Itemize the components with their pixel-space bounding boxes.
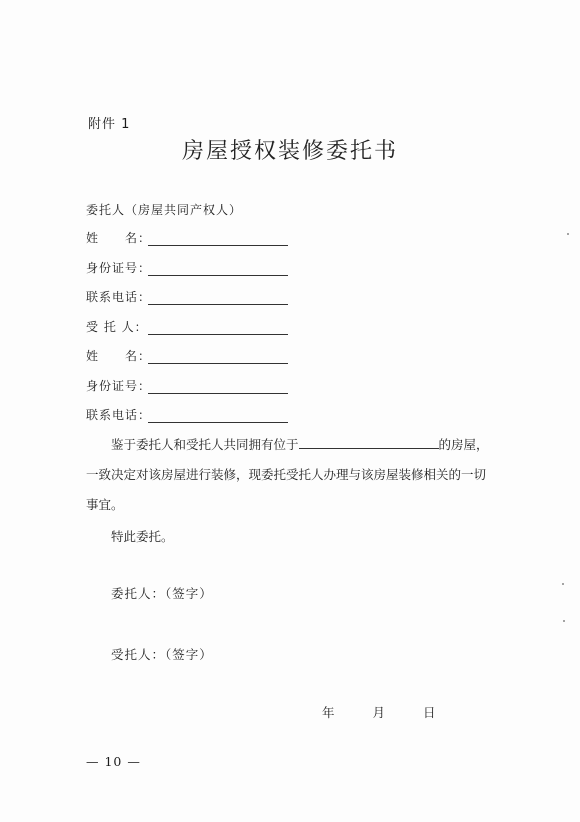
date-line <box>322 703 435 721</box>
scan-speck <box>567 233 569 235</box>
date-year: 年 <box>322 705 335 720</box>
agent-name-line <box>148 349 288 364</box>
principal-id-label: 身份证号： <box>86 261 152 275</box>
principal-name-row <box>86 226 288 246</box>
agent-name-row <box>86 344 288 364</box>
agent-name-label: 姓 名： <box>86 349 152 363</box>
special-note: 特此委托。 <box>111 529 174 544</box>
attachment-label: 附件 1 <box>88 117 131 132</box>
page-number: — 10 — <box>86 754 141 769</box>
agent-id-line <box>148 379 288 394</box>
agent-id-row <box>86 374 288 394</box>
principal-phone-label: 联系电话： <box>86 290 152 304</box>
principal-id-row <box>86 256 288 276</box>
principal-signature: 委托人：（签字） <box>111 586 213 601</box>
principal-phone-row <box>86 285 288 305</box>
principal-id-line <box>148 261 288 276</box>
agent-line <box>148 320 288 335</box>
agent-row <box>86 315 288 335</box>
agent-phone-row <box>86 403 288 423</box>
body-text-part2: 的房屋， <box>438 437 489 452</box>
body-text-line3: 事宜。 <box>86 497 124 512</box>
principal-name-line <box>148 231 288 246</box>
scan-speck <box>563 620 565 622</box>
body-text-part1: 鉴于委托人和受托人共同拥有位于 <box>111 437 299 452</box>
agent-phone-label: 联系电话： <box>86 408 152 422</box>
date-day: 日 <box>422 705 436 720</box>
body-text-line2: 一致决定对该房屋进行装修，现委托受托人办理与该房屋装修相关的一切 <box>86 467 487 482</box>
property-address-blank <box>299 436 439 449</box>
document-title: 房屋授权装修委托书 <box>181 139 398 164</box>
body-paragraph <box>86 430 506 520</box>
principal-heading: 委托人（房屋共同产权人） <box>86 203 243 217</box>
agent-phone-line <box>148 408 288 423</box>
scan-speck <box>562 583 564 585</box>
agent-id-label: 身份证号： <box>86 379 152 393</box>
principal-phone-line <box>148 290 288 305</box>
agent-label: 受 托 人： <box>86 320 148 334</box>
date-month: 月 <box>372 705 385 720</box>
principal-name-label: 姓 名： <box>86 231 152 245</box>
agent-signature: 受托人：（签字） <box>111 647 213 662</box>
